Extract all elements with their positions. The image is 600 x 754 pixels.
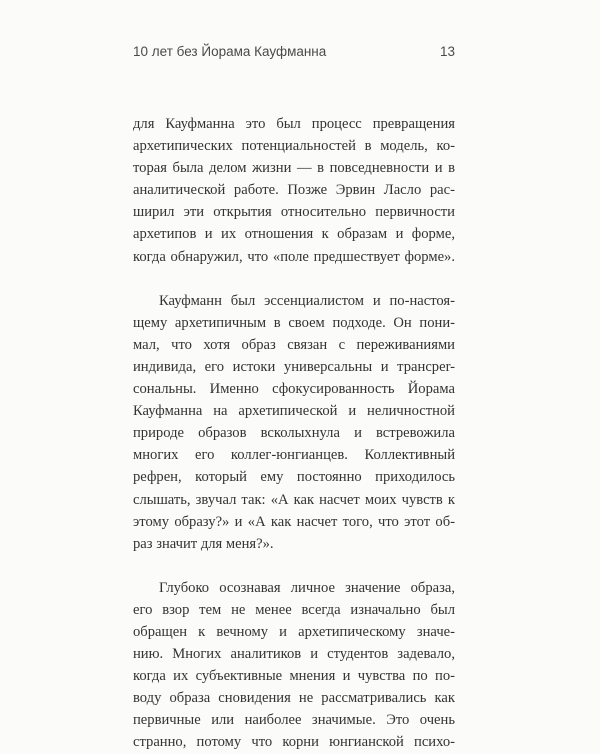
text-line: архетипов и их отношения к образам и форме, — [133, 226, 455, 243]
text-line: сональны. Именно сфокусированность Йорама — [133, 381, 455, 398]
text-line: первичные или наиболее значимые. Это очень — [133, 712, 455, 729]
text-line: для Кауфманна это был процесс превращения — [133, 116, 455, 132]
text-line: природе образов всколыхнула и встревожила — [133, 425, 455, 442]
text-line: архетипических потенциальностей в модель, ко- — [133, 138, 455, 155]
text-line: Кауфманн был эссенциалистом и по-настоя- — [159, 292, 455, 309]
text-line: щему архетипичным в своем подходе. Он пони- — [133, 314, 455, 331]
text-line: рефрен, который ему постоянно приходилось — [133, 469, 455, 486]
text-line: обращен к вечному и архетипическому значе- — [133, 623, 455, 640]
text-line: нию. Многих аналитиков и студентов задевало, — [133, 646, 455, 663]
body-text — [133, 113, 455, 754]
text-line: этому образу?» и «А как насчет того, что этот об- — [133, 513, 455, 530]
text-line: многих его коллег-юнгианцев. Коллективный — [133, 447, 455, 464]
text-line: торая была делом жизни — в повседневности и в — [133, 160, 455, 177]
text-line: когда обнаружил, что «поле предшествует форме». — [133, 248, 455, 265]
paragraph-spacer — [133, 555, 455, 577]
running-title: 10 лет без Йорама Кауфманна — [133, 44, 327, 59]
text-line: странно, потому что корни юнгианской психо- — [133, 734, 455, 751]
text-line: индивида, его истоки универсальны и трансper- — [133, 358, 455, 375]
text-line: аналитической работе. Позже Эрвин Ласло рас- — [133, 182, 455, 199]
text-line: Глубоко осознавая личное значение образа, — [159, 579, 455, 596]
paragraph-1 — [133, 113, 455, 268]
paragraph-2 — [133, 290, 455, 555]
page-number: 13 — [439, 44, 455, 59]
text-line: его взор тем не менее всегда изначально был — [133, 601, 455, 618]
text-line: воду образа сновидения не рассматривались как — [133, 690, 455, 707]
paragraph-3 — [133, 577, 455, 754]
text-line: Кауфманна на архетипической и неличностной — [133, 403, 455, 420]
text-line: раз значит для меня?». — [133, 535, 274, 552]
running-header — [133, 44, 455, 64]
paragraph-spacer — [133, 268, 455, 290]
text-line: когда их субъективные мнения и чувства по по- — [133, 668, 455, 685]
text-line: ширил эти открытия относительно первичности — [133, 204, 455, 221]
text-line: слышать, звучал так: «А как насчет моих чувств к — [133, 491, 455, 508]
text-line: мал, что хотя образ связан с переживаниями — [133, 336, 455, 353]
